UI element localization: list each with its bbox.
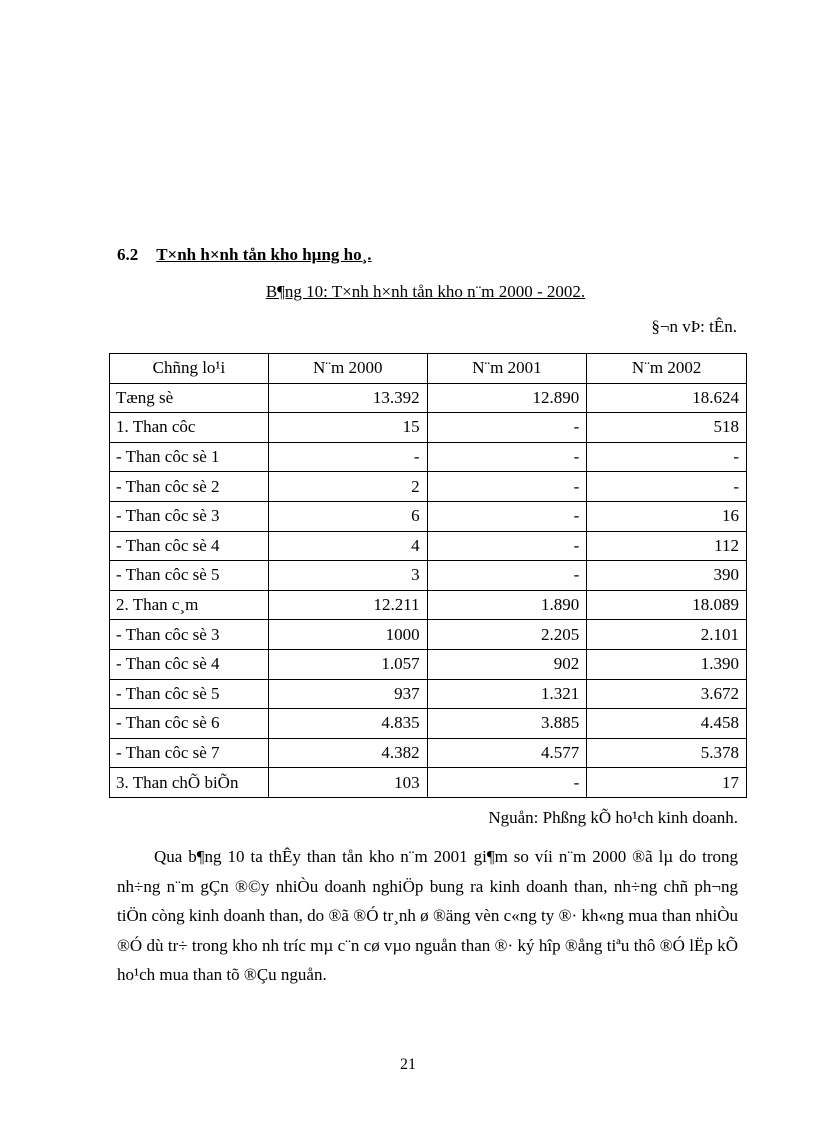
cell-2002: 3.672 (587, 679, 747, 709)
cell-2001: 1.890 (427, 590, 587, 620)
cell-2000: 2 (268, 472, 427, 502)
cell-2002: 390 (587, 561, 747, 591)
cell-2002: 2.101 (587, 620, 747, 650)
table-row (110, 413, 747, 443)
table-row (110, 531, 747, 561)
cell-2000: 937 (268, 679, 427, 709)
row-label: - Than côc sè 4 (110, 531, 269, 561)
table-row (110, 620, 747, 650)
cell-2000: 4.835 (268, 709, 427, 739)
table-row (110, 768, 747, 798)
section-number: 6.2 (117, 245, 139, 264)
cell-2000: 6 (268, 501, 427, 531)
cell-2000: 12.211 (268, 590, 427, 620)
table-row (110, 383, 747, 413)
section-heading (117, 245, 372, 265)
row-label: - Than côc sè 4 (110, 649, 269, 679)
cell-2001: - (427, 531, 587, 561)
row-label: Tæng sè (110, 383, 269, 413)
cell-2001: 12.890 (427, 383, 587, 413)
table-header-row (110, 354, 747, 384)
cell-2001: 4.577 (427, 738, 587, 768)
cell-2002: 16 (587, 501, 747, 531)
cell-2002: 1.390 (587, 649, 747, 679)
paragraph-text: Qua b¶ng 10 ta thÊy than tån kho n¨m 2001 gi¶m so víi n¨m 2000 ®ã lµ do trong nh÷ng n¨m gÇn ®©y nhiÒu doanh nghiÖp bung ra kinh doanh than, nh÷ng chñ ph¬ng tiÖn còng kinh doanh than, do ®ã ®Ó tr¸nh ø ®äng vèn c«ng ty ®· kh«ng mua than nhiÒu ®Ó dù tr÷ trong kho nh tríc mµ c¨n cø vµo nguån than ®· ký hîp ®ång tiªu thô ®Ó lËp kÕ ho¹ch mua than tõ ®Çu nguån. (117, 847, 738, 984)
header-category: Chñng lo¹i (110, 354, 269, 384)
row-label: 2. Than c¸m (110, 590, 269, 620)
header-year-2001: N¨m 2001 (427, 354, 587, 384)
section-title: T×nh h×nh tån kho hµng ho¸. (156, 245, 372, 264)
table-row (110, 501, 747, 531)
row-label: - Than côc sè 3 (110, 501, 269, 531)
cell-2000: 1000 (268, 620, 427, 650)
inventory-table (109, 353, 747, 798)
cell-2002: - (587, 442, 747, 472)
row-label: - Than côc sè 3 (110, 620, 269, 650)
row-label: - Than côc sè 1 (110, 442, 269, 472)
table-row (110, 738, 747, 768)
row-label: - Than côc sè 7 (110, 738, 269, 768)
cell-2000: 3 (268, 561, 427, 591)
cell-2000: 4.382 (268, 738, 427, 768)
cell-2000: 13.392 (268, 383, 427, 413)
row-label: 3. Than chÕ biÕn (110, 768, 269, 798)
table-row (110, 561, 747, 591)
cell-2002: 112 (587, 531, 747, 561)
table-row (110, 649, 747, 679)
header-year-2002: N¨m 2002 (587, 354, 747, 384)
table-row (110, 709, 747, 739)
cell-2002: 5.378 (587, 738, 747, 768)
cell-2001: - (427, 413, 587, 443)
cell-2002: 18.624 (587, 383, 747, 413)
cell-2002: 518 (587, 413, 747, 443)
cell-2002: 4.458 (587, 709, 747, 739)
table-caption: B¶ng 10: T×nh h×nh tån kho n¨m 2000 - 2002. (265, 282, 586, 301)
cell-2000: 4 (268, 531, 427, 561)
row-label: - Than côc sè 6 (110, 709, 269, 739)
row-label: - Than côc sè 5 (110, 679, 269, 709)
table-row (110, 442, 747, 472)
cell-2001: - (427, 768, 587, 798)
cell-2001: - (427, 442, 587, 472)
unit-label: §¬n vÞ: tÊn. (651, 317, 737, 336)
cell-2000: 1.057 (268, 649, 427, 679)
cell-2001: 902 (427, 649, 587, 679)
table-row (110, 679, 747, 709)
table-row (110, 472, 747, 502)
source-note: Nguån: Phßng kÕ ho¹ch kinh doanh. (488, 808, 738, 827)
row-label: - Than côc sè 5 (110, 561, 269, 591)
row-label: - Than côc sè 2 (110, 472, 269, 502)
page-number: 21 (400, 1056, 416, 1073)
cell-2000: 15 (268, 413, 427, 443)
cell-2001: 1.321 (427, 679, 587, 709)
cell-2002: 18.089 (587, 590, 747, 620)
cell-2001: - (427, 561, 587, 591)
cell-2002: 17 (587, 768, 747, 798)
row-label: 1. Than côc (110, 413, 269, 443)
cell-2000: 103 (268, 768, 427, 798)
body-paragraph (117, 842, 738, 990)
cell-2001: - (427, 501, 587, 531)
cell-2001: - (427, 472, 587, 502)
cell-2001: 3.885 (427, 709, 587, 739)
table-caption-line (0, 282, 816, 302)
cell-2002: - (587, 472, 747, 502)
table-row (110, 590, 747, 620)
cell-2001: 2.205 (427, 620, 587, 650)
header-year-2000: N¨m 2000 (268, 354, 427, 384)
cell-2000: - (268, 442, 427, 472)
